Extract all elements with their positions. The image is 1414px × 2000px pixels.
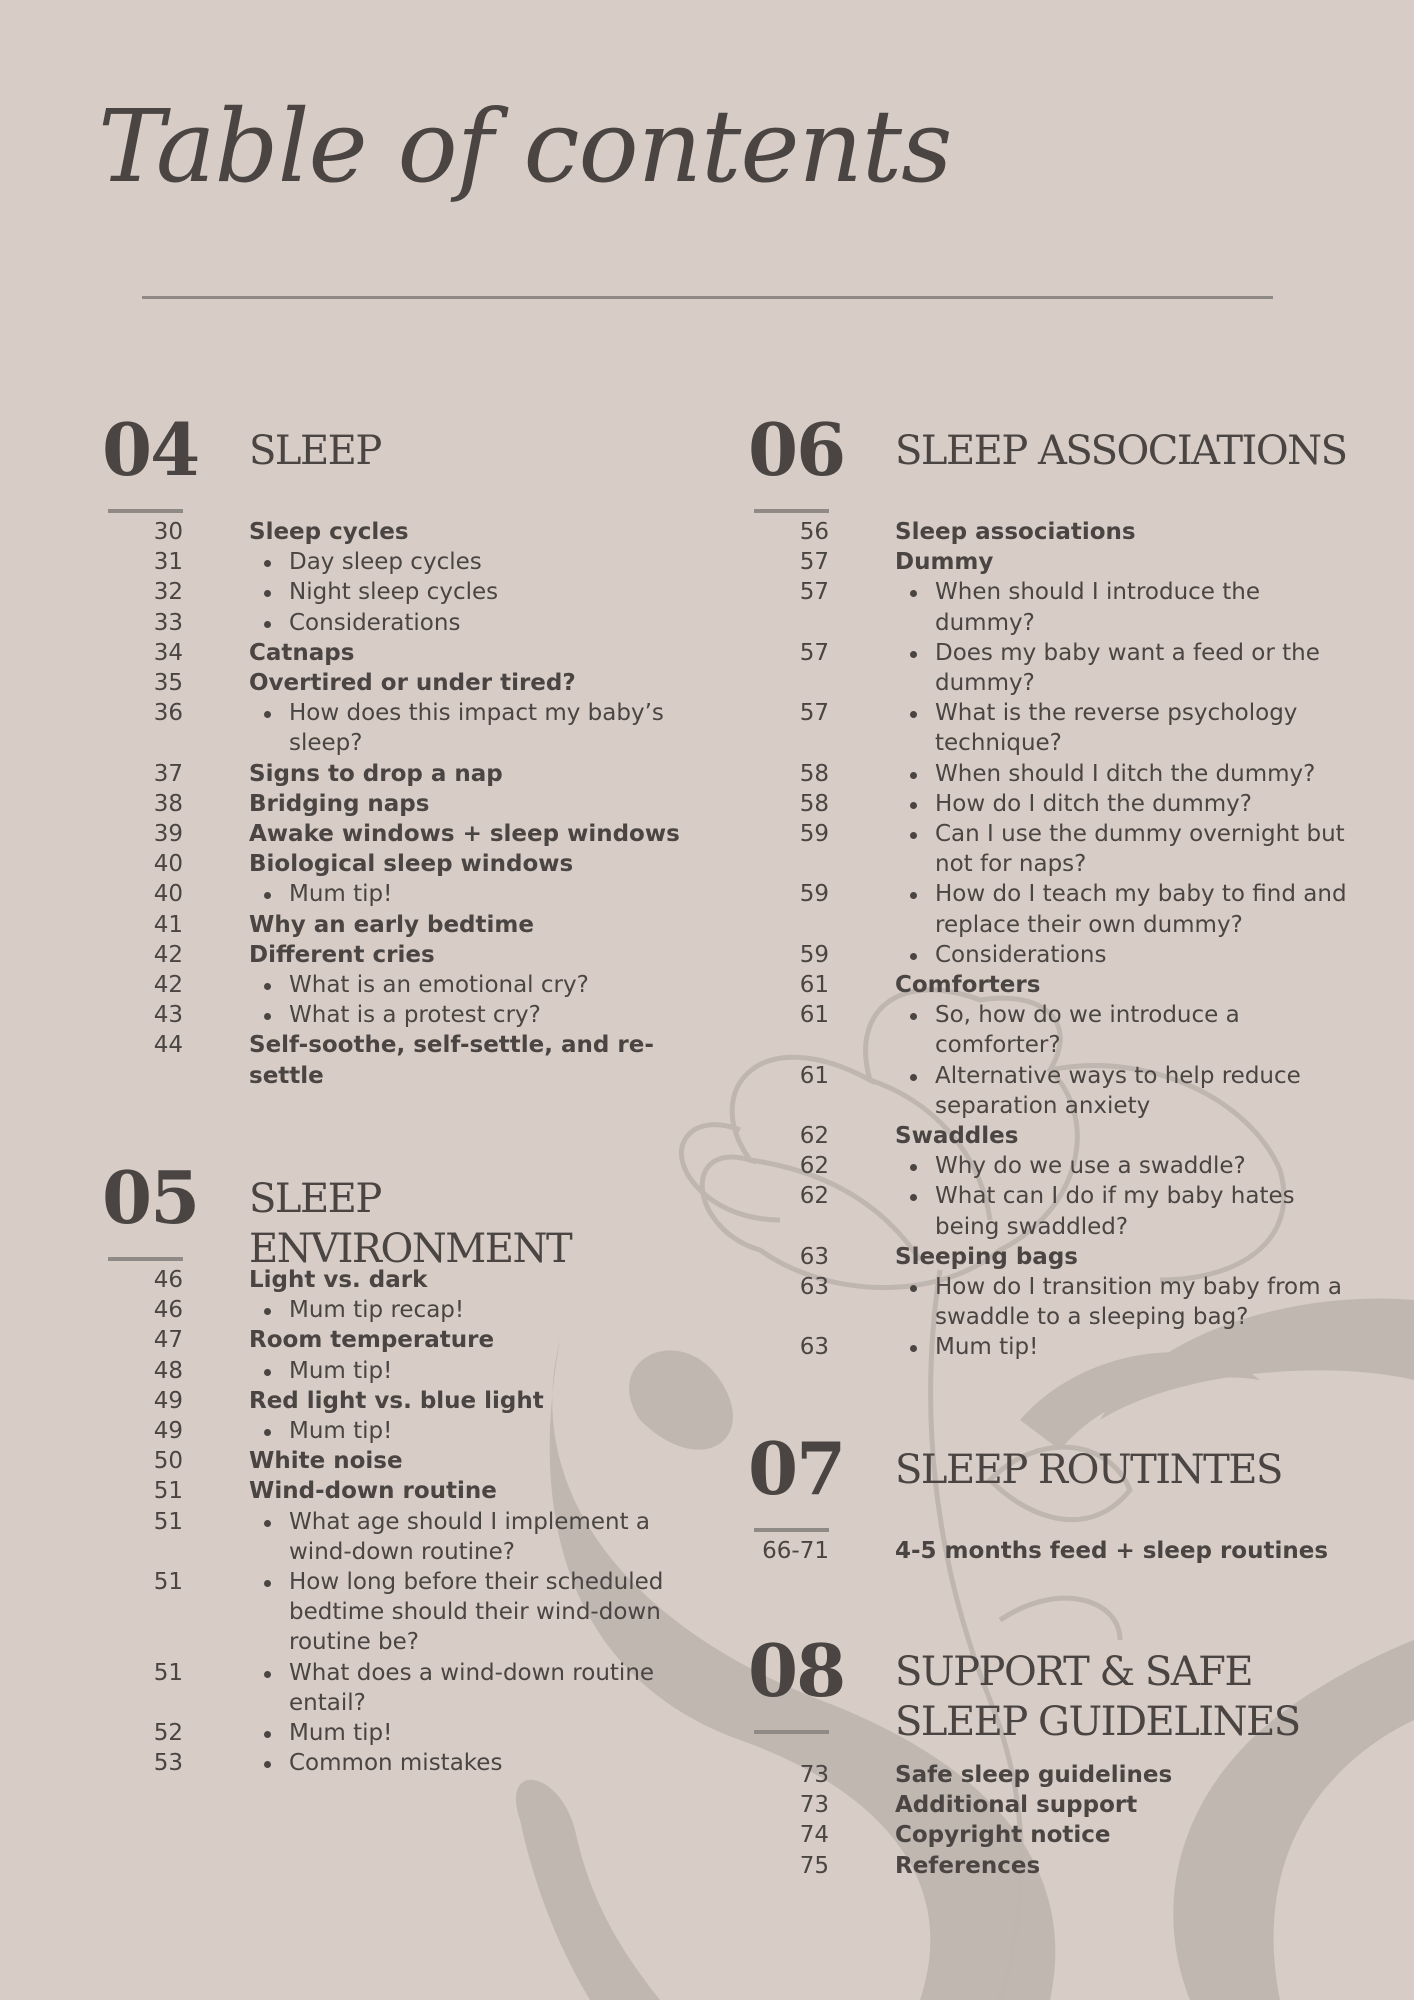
entry-title: Overtired or under tired? xyxy=(249,670,576,697)
entry-title: Awake windows + sleep windows xyxy=(249,821,680,848)
toc-bullet-entry xyxy=(102,1000,702,1030)
page-number: 51 xyxy=(153,1478,183,1505)
section-entries xyxy=(748,1536,1348,1566)
page-number: 49 xyxy=(153,1387,183,1414)
page-number: 73 xyxy=(799,1762,829,1788)
toc-bullet-entry xyxy=(102,1658,702,1718)
page-number: 63 xyxy=(799,1334,829,1361)
page-number: 44 xyxy=(153,1032,183,1059)
toc-heading-entry xyxy=(102,1030,702,1090)
entry-title: Mum tip! xyxy=(183,1718,702,1748)
entry-title: Considerations xyxy=(183,608,702,638)
entry-title: How do I transition my baby from a swaddle to a sleeping bag? xyxy=(829,1272,1348,1332)
title-divider xyxy=(142,296,1273,299)
page-number: 75 xyxy=(799,1852,829,1879)
page-number: 30 xyxy=(153,519,183,545)
toc-bullet-entry xyxy=(102,1748,702,1778)
entry-title: What can I do if my baby hates being swaddled? xyxy=(829,1181,1348,1241)
toc-bullet-entry xyxy=(102,970,702,1000)
toc-bullet-entry xyxy=(748,1181,1348,1241)
section-number: 07 xyxy=(748,1426,845,1511)
toc-heading-entry xyxy=(102,849,702,879)
entry-title: What is the reverse psychology technique? xyxy=(829,698,1348,758)
page-number: 40 xyxy=(153,851,183,878)
toc-bullet-entry xyxy=(748,1332,1348,1362)
page-number: 57 xyxy=(799,700,829,727)
section-number: 08 xyxy=(748,1628,845,1713)
toc-heading-entry xyxy=(748,1536,1348,1566)
toc-bullet-entry xyxy=(748,1272,1348,1332)
entry-title: Mum tip! xyxy=(183,1416,702,1446)
entry-title: Day sleep cycles xyxy=(183,547,702,577)
entry-title: Sleep associations xyxy=(895,519,1136,545)
section-title: SLEEP ROUTINTES xyxy=(895,1447,1282,1493)
entry-title: Additional support xyxy=(895,1792,1138,1819)
entry-title: Night sleep cycles xyxy=(183,577,702,607)
entry-title: Mum tip! xyxy=(183,879,702,909)
entry-title: Sleep cycles xyxy=(249,519,409,545)
toc-heading-entry xyxy=(102,759,702,789)
toc-bullet-entry xyxy=(102,577,702,607)
page-number: 57 xyxy=(799,579,829,606)
page-number: 42 xyxy=(153,941,183,968)
section-number: 06 xyxy=(748,407,845,492)
entry-title: Catnaps xyxy=(249,639,355,666)
section-entries xyxy=(102,517,702,1091)
section-number-underline xyxy=(108,509,183,513)
page-title: Table of contents xyxy=(98,88,952,205)
section-number: 04 xyxy=(102,407,199,492)
page-number: 61 xyxy=(799,1062,829,1089)
entry-title: What is a protest cry? xyxy=(183,1000,702,1030)
entry-title: References xyxy=(895,1852,1041,1879)
entry-title: Why an early bedtime xyxy=(249,911,534,938)
section-number-underline xyxy=(108,1257,183,1261)
entry-title: White noise xyxy=(249,1448,403,1475)
entry-title: Room temperature xyxy=(249,1327,495,1354)
toc-bullet-entry xyxy=(102,1507,702,1567)
page-number: 74 xyxy=(799,1822,829,1849)
entry-title: Copyright notice xyxy=(895,1822,1111,1849)
toc-bullet-entry xyxy=(748,1000,1348,1060)
toc-bullet-entry xyxy=(748,638,1348,698)
entry-title: Mum tip! xyxy=(183,1356,702,1386)
toc-heading-entry xyxy=(102,1265,702,1295)
entry-title: When should I ditch the dummy? xyxy=(829,759,1348,789)
entry-title: Dummy xyxy=(895,549,994,576)
entry-title: 4-5 months feed + sleep routines xyxy=(895,1538,1329,1564)
section-number-underline xyxy=(754,1730,829,1734)
toc-heading-entry xyxy=(102,910,702,940)
page-number: 59 xyxy=(799,821,829,848)
entry-title: Safe sleep guidelines xyxy=(895,1762,1173,1788)
toc-bullet-entry xyxy=(102,547,702,577)
toc-heading-entry xyxy=(748,1760,1348,1790)
page-number: 53 xyxy=(153,1750,183,1777)
page-number: 50 xyxy=(153,1448,183,1475)
toc-heading-entry xyxy=(102,1325,702,1355)
page-number: 63 xyxy=(799,1243,829,1270)
entry-title: Does my baby want a feed or the dummy? xyxy=(829,638,1348,698)
toc-heading-entry xyxy=(102,517,702,547)
page-number: 63 xyxy=(799,1274,829,1301)
page-number: 46 xyxy=(153,1297,183,1324)
toc-bullet-entry xyxy=(748,1151,1348,1181)
toc-bullet-entry xyxy=(102,1567,702,1658)
entry-title: When should I introduce the dummy? xyxy=(829,577,1348,637)
entry-title: How long before their scheduled bedtime should their wind-down routine be? xyxy=(183,1567,702,1658)
toc-bullet-entry xyxy=(748,879,1348,939)
entry-title: How does this impact my baby’s sleep? xyxy=(183,698,702,758)
page-number: 39 xyxy=(153,821,183,848)
toc-heading-entry xyxy=(748,1121,1348,1151)
page-number: 57 xyxy=(799,639,829,666)
page-number: 46 xyxy=(153,1267,183,1293)
section-title: SLEEP xyxy=(249,428,381,474)
entry-title: What is an emotional cry? xyxy=(183,970,702,1000)
toc-bullet-entry xyxy=(102,1356,702,1386)
toc-bullet-entry xyxy=(748,577,1348,637)
entry-title: Bridging naps xyxy=(249,790,430,817)
entry-title: Comforters xyxy=(895,972,1041,999)
entry-title: Sleeping bags xyxy=(895,1243,1078,1270)
page-number: 40 xyxy=(153,881,183,908)
entry-title: Red light vs. blue light xyxy=(249,1387,544,1414)
entry-title: So, how do we introduce a comforter? xyxy=(829,1000,1348,1060)
toc-bullet-entry xyxy=(102,879,702,909)
page-number: 38 xyxy=(153,790,183,817)
entry-title: What age should I implement a wind-down routine? xyxy=(183,1507,702,1567)
toc-heading-entry xyxy=(748,1820,1348,1850)
page-number: 34 xyxy=(153,639,183,666)
entry-title: Considerations xyxy=(829,940,1348,970)
entry-title: Self-soothe, self-settle, and re-settle xyxy=(249,1032,654,1089)
entry-title: Different cries xyxy=(249,941,435,968)
page-number: 47 xyxy=(153,1327,183,1354)
entry-title: Common mistakes xyxy=(183,1748,702,1778)
page-number: 49 xyxy=(153,1418,183,1445)
entry-title: Wind-down routine xyxy=(249,1478,497,1505)
entry-title: Mum tip recap! xyxy=(183,1295,702,1325)
toc-bullet-entry xyxy=(748,819,1348,879)
section-title: SLEEP ENVIRONMENT xyxy=(249,1176,572,1272)
toc-heading-entry xyxy=(102,668,702,698)
page-number: 51 xyxy=(153,1659,183,1686)
toc-heading-entry xyxy=(102,940,702,970)
entry-title: Alternative ways to help reduce separation anxiety xyxy=(829,1061,1348,1121)
section-entries xyxy=(748,517,1348,1363)
page-number: 48 xyxy=(153,1357,183,1384)
page-number: 66-71 xyxy=(762,1538,829,1564)
entry-title: Biological sleep windows xyxy=(249,851,574,878)
entry-title: Signs to drop a nap xyxy=(249,760,503,787)
section-number-underline xyxy=(754,509,829,513)
page-number: 33 xyxy=(153,609,183,636)
page-number: 59 xyxy=(799,941,829,968)
toc-heading-entry xyxy=(748,970,1348,1000)
page-number: 57 xyxy=(799,549,829,576)
section-title: SUPPORT & SAFE SLEEP GUIDELINES xyxy=(895,1649,1300,1745)
toc-heading-entry xyxy=(748,1851,1348,1881)
page-number: 31 xyxy=(153,549,183,576)
toc-heading-entry xyxy=(102,1446,702,1476)
page-number: 36 xyxy=(153,700,183,727)
page-number: 32 xyxy=(153,579,183,606)
entry-title: Mum tip! xyxy=(829,1332,1348,1362)
page-number: 52 xyxy=(153,1720,183,1747)
toc-heading-entry xyxy=(102,819,702,849)
section-title: SLEEP ASSOCIATIONS xyxy=(895,428,1347,474)
toc-heading-entry xyxy=(102,638,702,668)
page-number: 37 xyxy=(153,760,183,787)
page-number: 59 xyxy=(799,881,829,908)
page-number: 62 xyxy=(799,1123,829,1150)
entry-title: What does a wind-down routine entail? xyxy=(183,1658,702,1718)
entry-title: Light vs. dark xyxy=(249,1267,428,1293)
toc-bullet-entry xyxy=(102,1416,702,1446)
toc-bullet-entry xyxy=(102,608,702,638)
entry-title: Swaddles xyxy=(895,1123,1019,1150)
entry-title: How do I ditch the dummy? xyxy=(829,789,1348,819)
toc-bullet-entry xyxy=(748,698,1348,758)
toc-bullet-entry xyxy=(748,940,1348,970)
section-entries xyxy=(102,1265,702,1778)
section-entries xyxy=(748,1760,1348,1881)
toc-heading-entry xyxy=(748,1790,1348,1820)
page-number: 62 xyxy=(799,1153,829,1180)
toc-heading-entry xyxy=(748,1242,1348,1272)
toc-bullet-entry xyxy=(748,789,1348,819)
page-number: 51 xyxy=(153,1569,183,1596)
page-number: 41 xyxy=(153,911,183,938)
toc-bullet-entry xyxy=(102,1295,702,1325)
toc-bullet-entry xyxy=(748,1061,1348,1121)
toc-bullet-entry xyxy=(748,759,1348,789)
page-number: 58 xyxy=(799,760,829,787)
page-number: 51 xyxy=(153,1508,183,1535)
section-number-underline xyxy=(754,1528,829,1532)
page-number: 56 xyxy=(799,519,829,545)
section-number: 05 xyxy=(102,1155,199,1240)
page-number: 58 xyxy=(799,790,829,817)
toc-heading-entry xyxy=(102,1476,702,1506)
page-number: 62 xyxy=(799,1183,829,1210)
page-number: 42 xyxy=(153,972,183,999)
toc-bullet-entry xyxy=(102,1718,702,1748)
page-number: 73 xyxy=(799,1792,829,1819)
toc-heading-entry xyxy=(748,517,1348,547)
entry-title: Why do we use a swaddle? xyxy=(829,1151,1348,1181)
page-number: 61 xyxy=(799,1002,829,1029)
toc-heading-entry xyxy=(748,547,1348,577)
page-number: 35 xyxy=(153,670,183,697)
toc-heading-entry xyxy=(102,789,702,819)
toc-bullet-entry xyxy=(102,698,702,758)
page-number: 61 xyxy=(799,972,829,999)
page-number: 43 xyxy=(153,1002,183,1029)
toc-heading-entry xyxy=(102,1386,702,1416)
entry-title: How do I teach my baby to find and replace their own dummy? xyxy=(829,879,1348,939)
entry-title: Can I use the dummy overnight but not for naps? xyxy=(829,819,1348,879)
